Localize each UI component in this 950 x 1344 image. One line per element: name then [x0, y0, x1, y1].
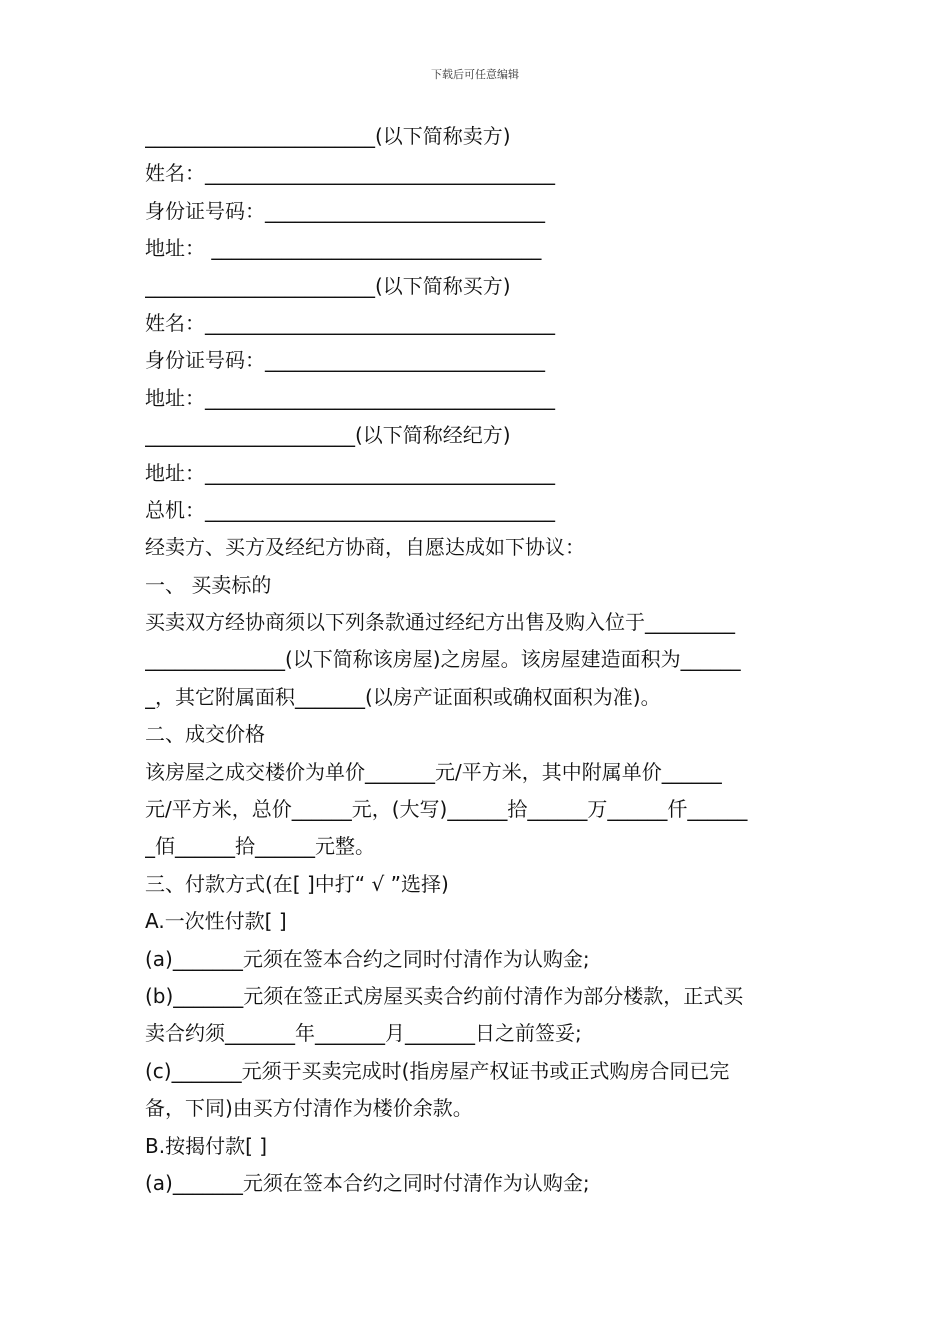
section-1-text-line-2: ______________(以下简称该房屋)之房屋。该房屋建造面积为______: [145, 647, 741, 672]
agent-phone-line: 总机：___________________________________: [145, 497, 555, 522]
seller-designation-line: _______________________(以下简称卖方): [145, 124, 511, 148]
option-a-item-b-line-1: (b)_______元须在签正式房屋买卖合约前付清作为部分楼款，正式买: [145, 983, 744, 1008]
option-b-heading: B.按揭付款[ ]: [145, 1133, 268, 1158]
section-2-text-line-1: 该房屋之成交楼价为单价_______元/平方米，其中附属单价______: [145, 759, 722, 784]
section-2-text-line-3: _佰______拾______元整。: [145, 834, 375, 859]
agreement-intro: 经卖方、买方及经纪方协商，自愿达成如下协议：: [145, 535, 585, 560]
agent-address-line: 地址：___________________________________: [145, 460, 555, 485]
option-a-item-a: (a)_______元须在签本合约之同时付清作为认购金;: [145, 946, 590, 971]
buyer-address-line: 地址：___________________________________: [145, 385, 555, 410]
seller-address-line: 地址： _________________________________: [145, 236, 542, 261]
buyer-name-line: 姓名：___________________________________: [145, 310, 555, 335]
section-1-text-line-1: 买卖双方经协商须以下列条款通过经纪方出售及购入位于_________: [145, 610, 735, 635]
buyer-id-line: 身份证号码：____________________________: [145, 348, 545, 373]
section-1-heading: 一、 买卖标的: [145, 572, 272, 597]
seller-id-line: 身份证号码：____________________________: [145, 198, 545, 223]
agent-designation-line: _____________________(以下简称经纪方): [145, 423, 511, 448]
seller-name-line: 姓名：___________________________________: [145, 161, 555, 186]
option-a-item-c-line-2: 备，下同)由买方付清作为楼价余款。: [145, 1096, 473, 1121]
option-a-item-c-line-1: (c)_______元须于买卖完成时(指房屋产权证书或正式购房合同已完: [145, 1058, 730, 1083]
section-2-text-line-2: 元/平方米，总价______元，(大写)______拾______万______仟______: [145, 797, 748, 822]
section-1-text-line-3: _，其它附属面积_______(以房产证面积或确权面积为准)。: [145, 684, 661, 709]
option-a-item-b-line-2: 卖合约须_______年_______月_______日之前签妥;: [145, 1021, 582, 1046]
section-2-heading: 二、成交价格: [145, 722, 265, 747]
section-3-heading: 三、付款方式(在[ ]中打“ √ ”选择): [145, 871, 449, 896]
option-b-item-a: (a)_______元须在签本合约之同时付清作为认购金;: [145, 1170, 590, 1195]
buyer-designation-line: _______________________(以下简称买方): [145, 273, 511, 298]
option-a-heading: A.一次性付款[ ]: [145, 909, 287, 934]
contract-body: [145, 118, 810, 1202]
page-header: 下载后可任意编辑: [431, 68, 519, 81]
